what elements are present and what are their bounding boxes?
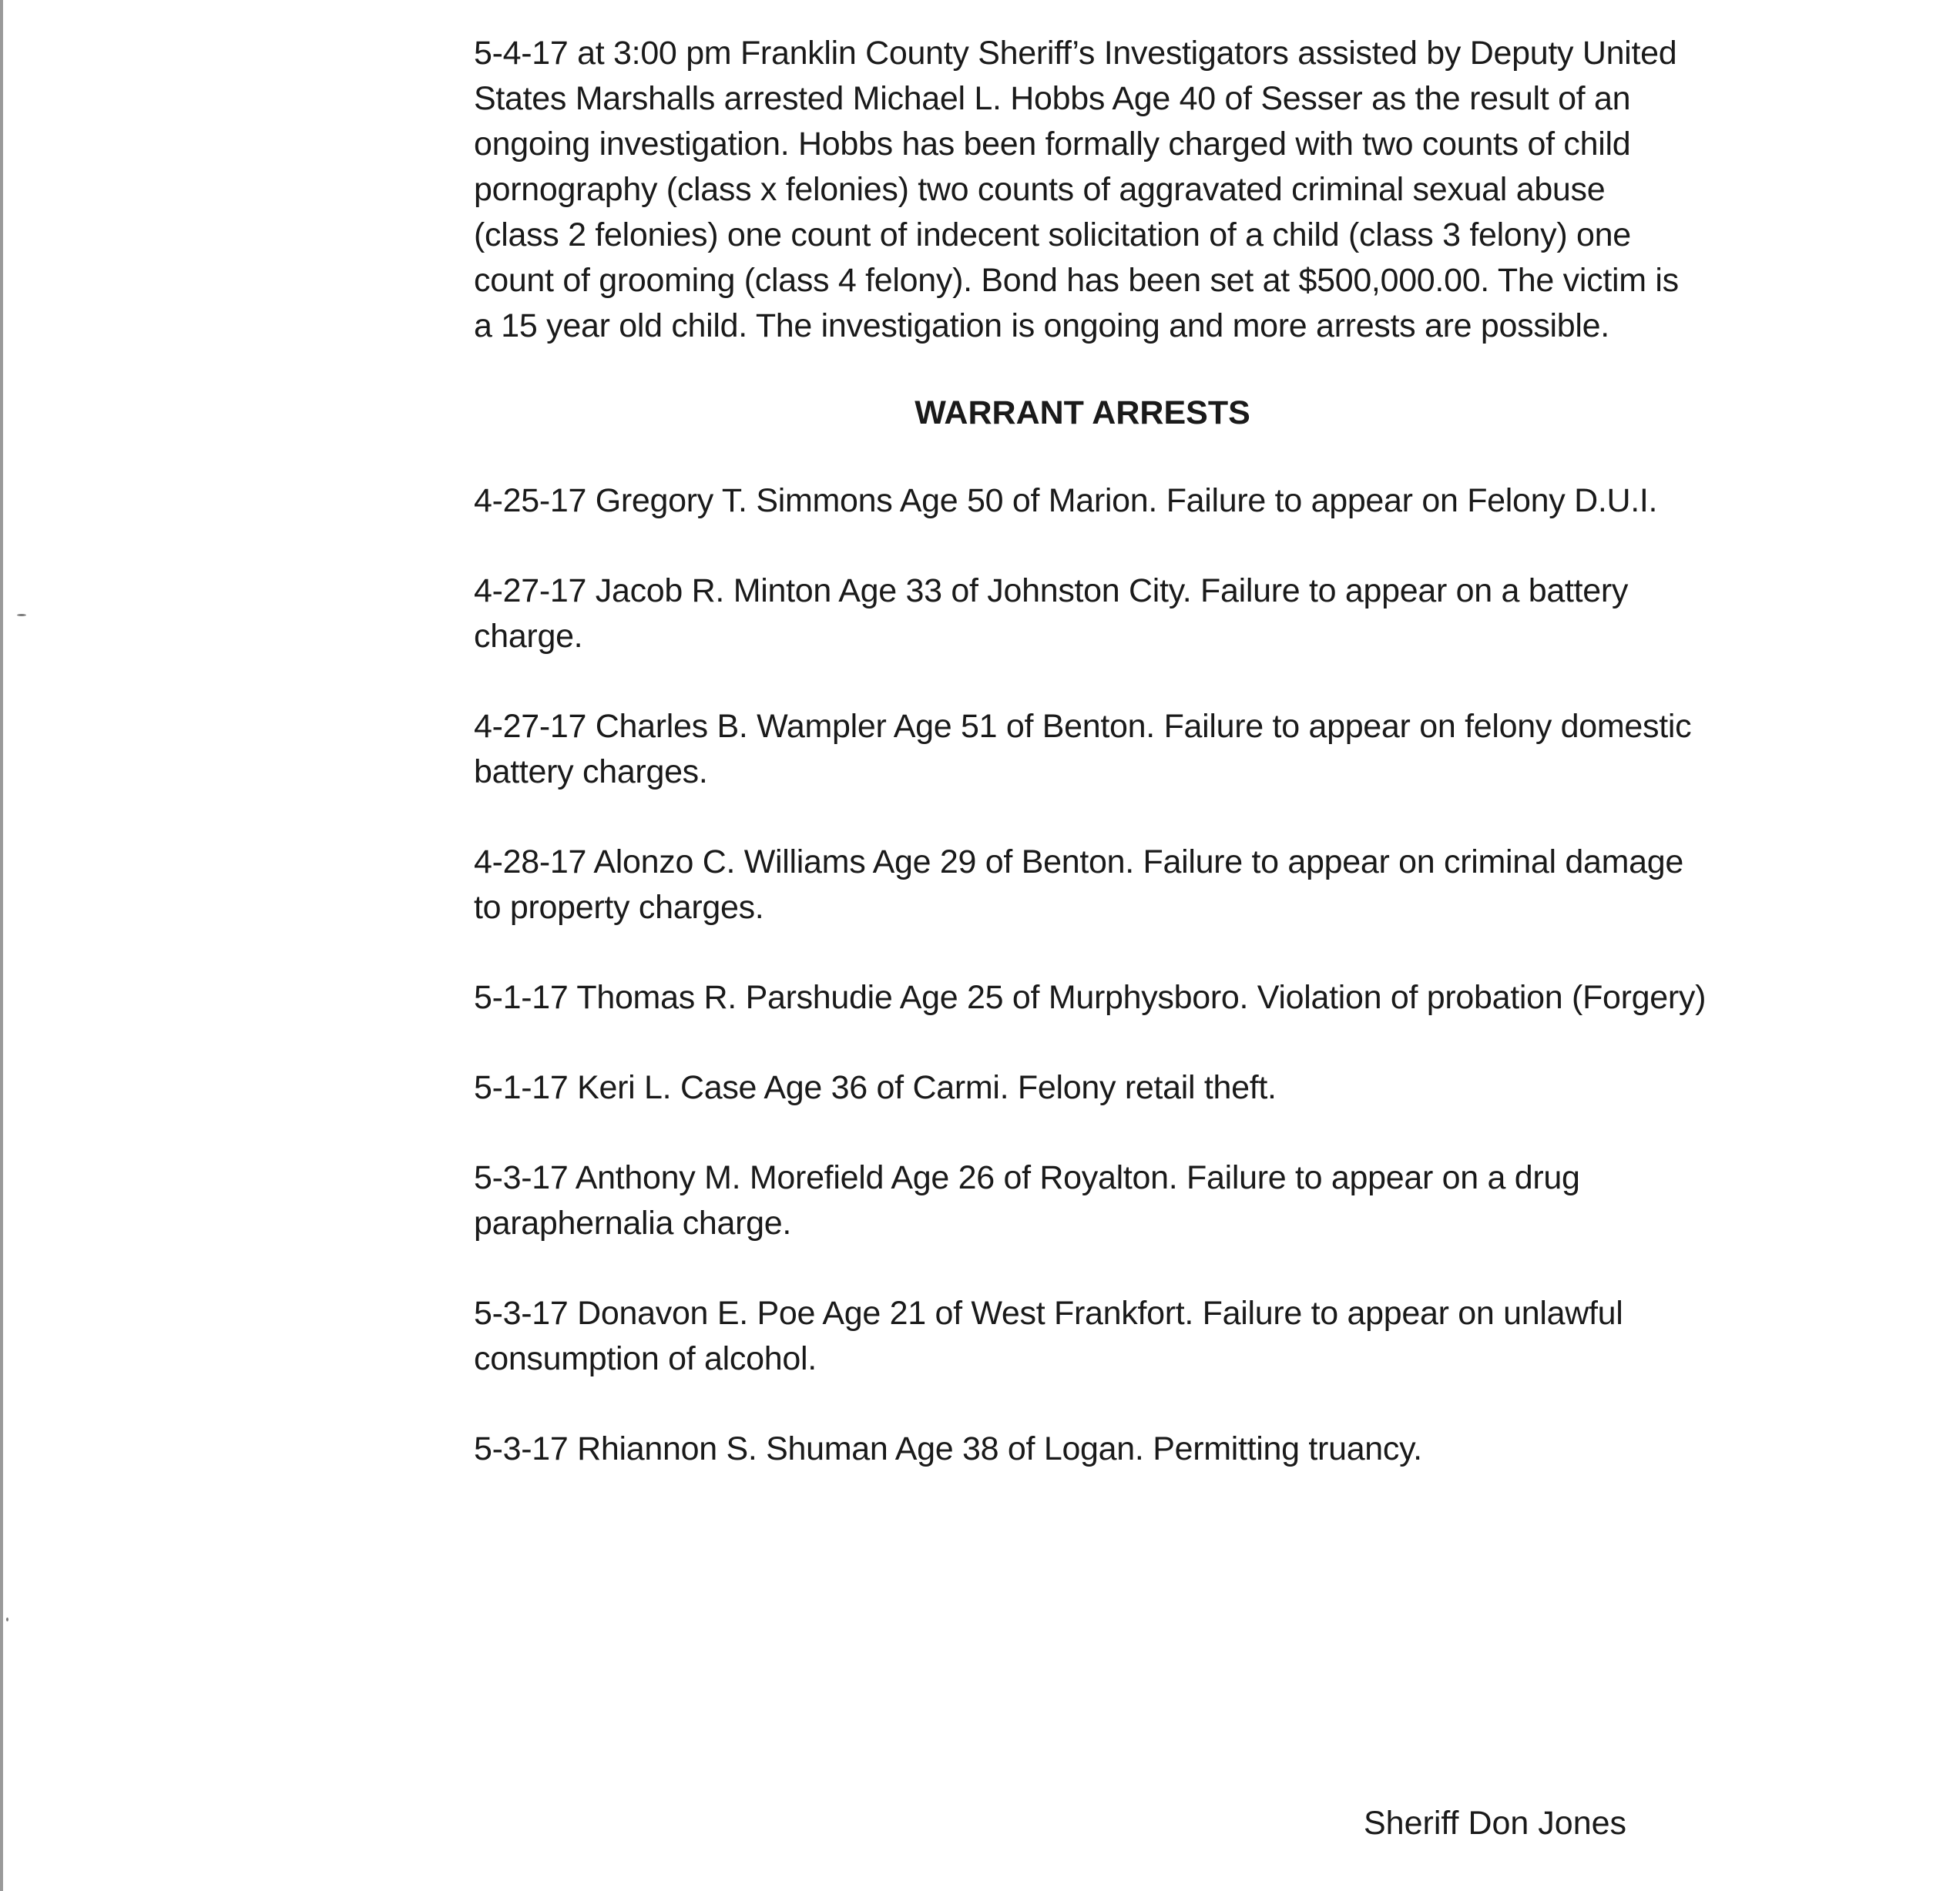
arrest-entry: 5-3-17 Donavon E. Poe Age 21 of West Frankfort. Failure to appear on unlawful consumption of alcohol. — [474, 1295, 1623, 1377]
arrest-entry: 4-25-17 Gregory T. Simmons Age 50 of Marion. Failure to appear on Felony D.U.I. — [474, 482, 1658, 519]
signature-line: Sheriff Don Jones — [1364, 1805, 1627, 1842]
scan-speck — [6, 1618, 8, 1621]
arrest-entry: 5-1-17 Thomas R. Parshudie Age 25 of Murphysboro. Violation of probation (Forgery) — [474, 979, 1707, 1016]
arrest-entry: 4-28-17 Alonzo C. Williams Age 29 of Benton. Failure to appear on criminal damage to property charges. — [474, 843, 1683, 926]
document-page — [474, 31, 1768, 1517]
intro-paragraph: 5-4-17 at 3:00 pm Franklin County Sheriff’s Investigators assisted by Deputy United States Marshalls arrested Michael L. Hobbs Age 40 of Sesser as the result of an ongoing investigation. Hobbs has been formally charged with two counts of child pornography (class x felonies) two counts of aggravated criminal sexual abuse (class 2 felonies) one count of indecent solicitation of a child (class 3 felony) one count of grooming (class 4 felony). Bond has been set at $500,000.00. The victim is a 15 year old child. The investigation is ongoing and more arrests are possible. — [474, 35, 1679, 344]
arrest-entry: 5-3-17 Anthony M. Morefield Age 26 of Royalton. Failure to appear on a drug paraphernalia charge. — [474, 1159, 1580, 1242]
scan-speck — [17, 614, 26, 616]
section-heading: WARRANT ARRESTS — [915, 394, 1250, 431]
arrest-entry: 4-27-17 Jacob R. Minton Age 33 of Johnston City. Failure to appear on a battery charge. — [474, 572, 1629, 655]
arrest-entry: 4-27-17 Charles B. Wampler Age 51 of Benton. Failure to appear on felony domestic battery charges. — [474, 708, 1692, 790]
arrest-entry: 5-3-17 Rhiannon S. Shuman Age 38 of Logan. Permitting truancy. — [474, 1430, 1422, 1467]
scan-left-edge — [0, 0, 3, 1891]
arrest-entry: 5-1-17 Keri L. Case Age 36 of Carmi. Felony retail theft. — [474, 1069, 1277, 1106]
